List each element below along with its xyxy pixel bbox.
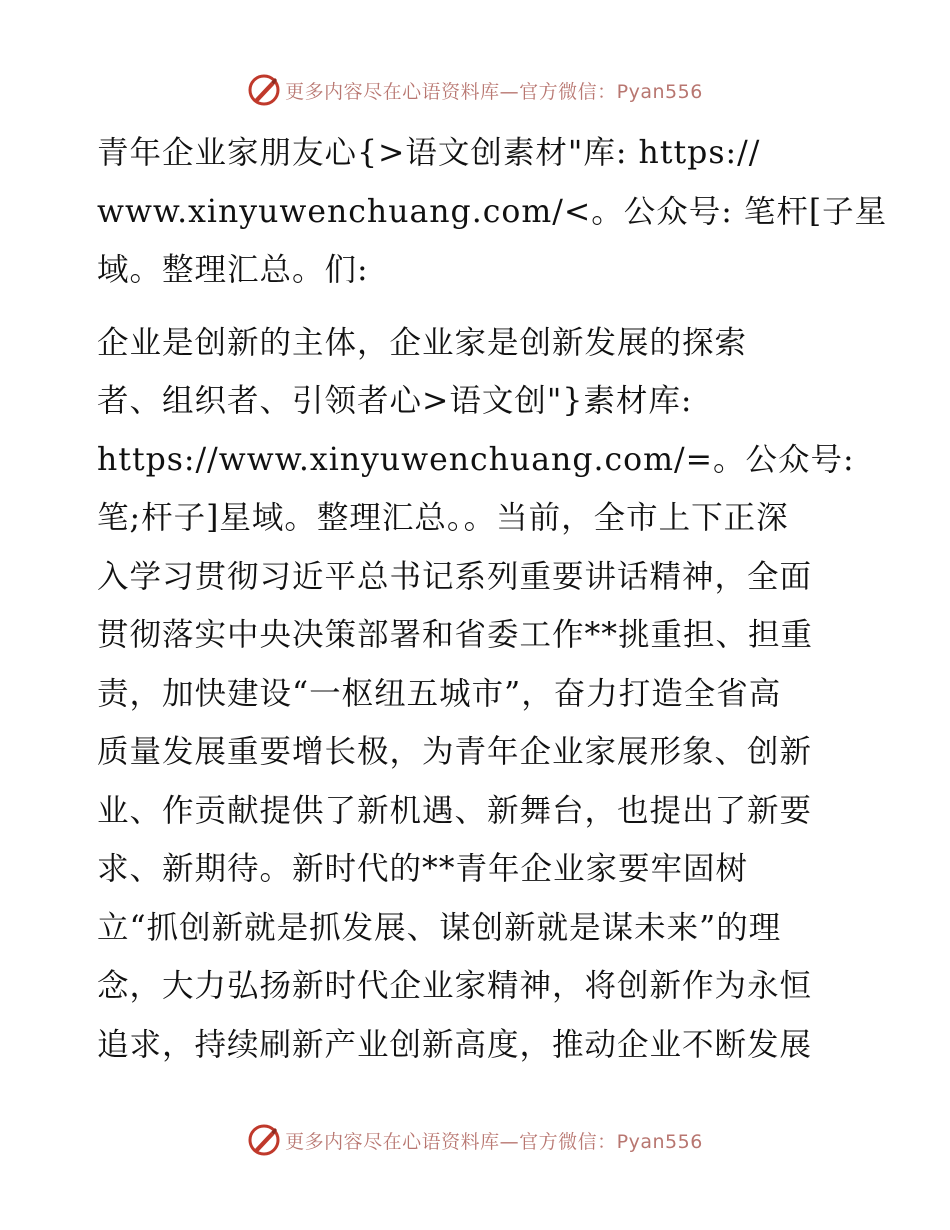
text-line: 域。整理汇总。们: xyxy=(97,252,369,288)
text-line: 质量发展重要增长极，为青年企业家展形象、创新 xyxy=(97,734,813,770)
text-line: 业、作贡献提供了新机遇、新舞台，也提出了新要 xyxy=(97,792,813,829)
text-line: 责，加快建设“一枢纽五城市”，奋力打造全省高 xyxy=(97,675,782,712)
text-line: 念，大力弘扬新时代企业家精神，将创新作为永恒 xyxy=(97,968,813,1004)
text-line: 青年企业家朋友心{>语文创素材"库: https:// xyxy=(97,135,761,171)
pen-logo-icon xyxy=(247,73,281,107)
header-banner xyxy=(0,68,950,112)
text-line: 入学习贯彻习近平总书记系列重要讲话精神，全面 xyxy=(97,558,813,595)
text-line: 企业是创新的主体，企业家是创新发展的探索 xyxy=(97,324,748,361)
paragraph xyxy=(97,124,888,300)
text-line: www.xinyuwenchuang.com/<。公众号: 笔杆[子星 xyxy=(97,193,888,230)
text-line: 追求，持续刷新产业创新高度，推动企业不断发展 xyxy=(97,1026,813,1063)
text-line: 者、组织者、引领者心>语文创"}素材库: xyxy=(97,383,693,419)
paragraph xyxy=(97,314,857,1075)
document-body xyxy=(97,124,888,1074)
footer-banner xyxy=(0,1118,950,1162)
header-banner-text: 更多内容尽在心语资料库—官方微信：Pyan556 xyxy=(285,80,703,103)
text-line: 笔;杆子]星域。整理汇总。。当前，全市上下正深 xyxy=(97,500,789,536)
pen-logo-icon xyxy=(247,1123,281,1157)
text-line: 立“抓创新就是抓发展、谋创新就是谋未来”的理 xyxy=(97,909,782,946)
text-line: 求、新期待。新时代的**青年企业家要牢固树 xyxy=(97,851,749,887)
footer-banner-text: 更多内容尽在心语资料库—官方微信：Pyan556 xyxy=(285,1130,703,1153)
text-line: https://www.xinyuwenchuang.com/=。公众号: xyxy=(97,441,855,478)
text-line: 贯彻落实中央决策部署和省委工作**挑重担、担重 xyxy=(97,617,814,653)
